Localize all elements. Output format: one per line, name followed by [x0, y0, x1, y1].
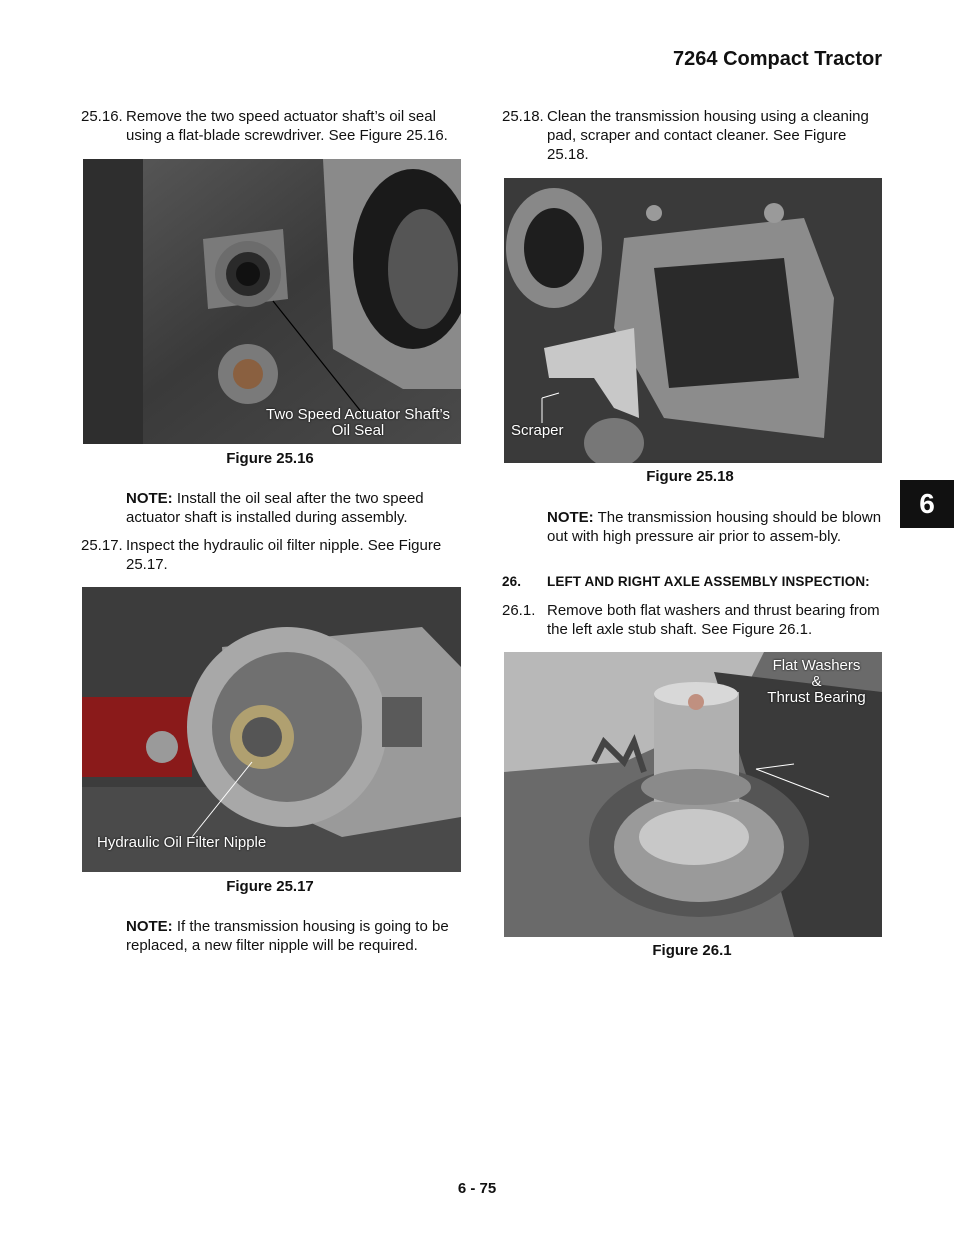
note-2: [126, 917, 461, 955]
callout-line: Oil Seal: [331, 422, 385, 439]
figure-25-17-callout: Hydraulic Oil Filter Nipple: [97, 834, 267, 851]
section-26-heading: [502, 574, 892, 589]
step-text: Remove the two speed actuator shaft’s oil seal using a flat-blade screwdriver. See Figure 25.16.: [126, 108, 448, 144]
step-number: 25.18.: [502, 108, 544, 125]
note-1: [126, 489, 461, 527]
note-3: [547, 508, 882, 546]
figure-26-1-callout: [759, 658, 874, 706]
figure-25-18-callout: Scraper: [511, 422, 564, 439]
step-number: 26.1.: [502, 602, 536, 619]
callout-line: Thrust Bearing: [767, 689, 866, 706]
step-25-16: [81, 107, 466, 147]
section-number: 26.: [502, 574, 522, 589]
step-number: 25.17.: [81, 537, 123, 554]
figure-25-17-photo: [82, 587, 461, 872]
step-25-18: [502, 107, 887, 167]
note-label: NOTE:: [126, 918, 173, 935]
figure-26-1-caption: Figure 26.1: [652, 942, 732, 959]
note-label: NOTE:: [126, 490, 173, 507]
step-26-1: [502, 601, 887, 641]
figure-26-1-photo: [504, 652, 882, 937]
figure-25-16-callout: [258, 407, 458, 439]
callout-line: &: [811, 673, 822, 690]
callout-line: Two Speed Actuator Shaft’s: [265, 406, 450, 423]
note-text: If the transmission housing is going to be replaced, a new filter nipple will be required.: [126, 918, 449, 954]
step-number: 25.16.: [81, 108, 123, 125]
chapter-tab: 6: [900, 480, 954, 528]
figure-25-18-photo: [504, 178, 882, 463]
page-number: 6 - 75: [457, 1180, 497, 1197]
step-25-17: [81, 536, 466, 576]
note-text: Install the oil seal after the two speed actuator shaft is installed during assembly.: [126, 490, 424, 526]
step-text: Inspect the hydraulic oil filter nipple. See Figure 25.17.: [126, 537, 442, 573]
section-title: LEFT AND RIGHT AXLE ASSEMBLY INSPECTION:: [547, 574, 870, 589]
figure-25-16-caption: Figure 25.16: [226, 450, 314, 467]
figure-25-17-caption: Figure 25.17: [226, 878, 314, 895]
callout-line: Flat Washers: [772, 657, 861, 674]
figure-25-18-caption: Figure 25.18: [646, 468, 734, 485]
page-header-title: 7264 Compact Tractor: [673, 48, 882, 70]
note-text: The transmission housing should be blown out with high pressure air prior to assem-bly.: [547, 509, 882, 545]
step-text: Clean the transmission housing using a cleaning pad, scraper and contact cleaner. See Figure 25.18.: [547, 108, 869, 163]
note-label: NOTE:: [547, 509, 594, 526]
figure-25-16-photo: [83, 159, 461, 444]
step-text: Remove both flat washers and thrust bearing from the left axle stub shaft. See Figure 26.1.: [547, 602, 880, 638]
